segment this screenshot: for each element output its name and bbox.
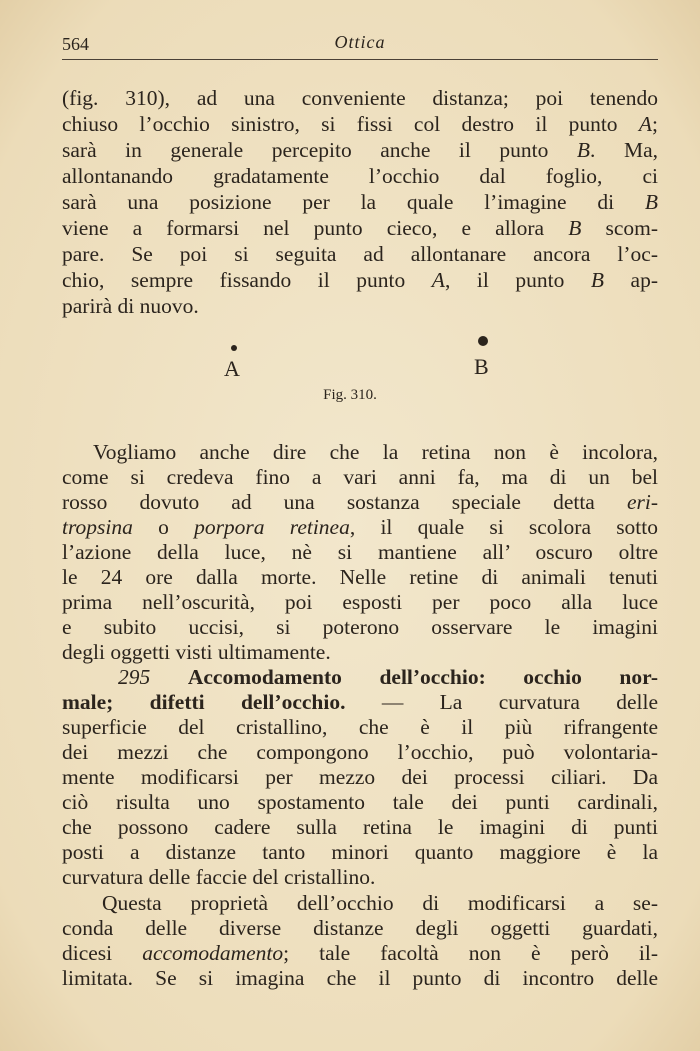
text-segment: rosso dovuto ad una sostanza speciale detta: [62, 490, 627, 514]
text-line: [62, 267, 658, 293]
text-line: [62, 764, 658, 790]
text-segment: porpora retinea: [194, 515, 350, 539]
text-segment: pare. Se poi si seguita ad allontanare ancora l’oc-: [62, 242, 658, 266]
text-segment: eri-: [626, 490, 658, 514]
page-header: [62, 30, 658, 60]
text-segment: degli oggetti visti ultimamente.: [62, 640, 331, 664]
text-segment: , il punto: [444, 268, 591, 292]
text-line: [62, 714, 658, 740]
text-segment: ap-: [604, 268, 659, 292]
text-line: [62, 293, 658, 319]
text-line: [62, 839, 658, 865]
text-segment: dicesi: [62, 941, 143, 965]
point-b-label: B: [474, 354, 489, 379]
point-a-dot: [231, 345, 237, 351]
text-line: [62, 564, 658, 590]
point-b-dot: [478, 336, 488, 346]
text-line: [62, 85, 658, 111]
text-line: [62, 489, 658, 515]
text-segment: chio, sempre fissando il punto: [62, 268, 432, 292]
text-segment: ciò risulta uno spostamento tale dei punti cardinali,: [62, 790, 658, 814]
text-segment: prima nell’oscurità, poi esposti per poco alla luce: [62, 590, 658, 614]
text-segment: (fig. 310), ad una conveniente distanza; poi tenendo: [62, 86, 658, 110]
text-segment: che possono cadere sulla retina le imagini di punti: [62, 815, 658, 839]
text-segment: parirà di nuovo.: [62, 294, 199, 318]
text-segment: posti a distanze tanto minori quanto maggiore è la: [62, 840, 658, 864]
text-line: [62, 789, 658, 815]
text-segment: dei mezzi che compongono l’occhio, può volontaria-: [62, 740, 658, 764]
text-segment: [150, 665, 188, 689]
text-segment: scom-: [581, 216, 659, 240]
text-segment: Vogliamo anche dire che la retina non è incolora,: [93, 440, 658, 464]
text-line: [93, 439, 658, 465]
text-line: [62, 111, 658, 137]
text-segment: viene a formarsi nel punto cieco, e allora: [62, 216, 569, 240]
text-segment: male; difetti dell’occhio.: [62, 690, 346, 714]
figure-caption: Fig. 310.: [323, 387, 377, 403]
text-line: [62, 464, 658, 490]
text-line: [62, 814, 658, 840]
text-line: [62, 639, 658, 665]
text-segment: curvatura delle faccie del cristallino.: [62, 865, 376, 889]
text-segment: A: [638, 112, 653, 136]
text-line: [62, 940, 658, 966]
text-segment: tropsina: [62, 515, 133, 539]
text-line: [62, 739, 658, 765]
text-segment: ; tale facoltà non è però il-: [283, 941, 658, 965]
text-segment: allontanando gradatamente l’occhio dal foglio, ci: [62, 164, 658, 188]
text-segment: superficie del cristallino, che è il più rifrangente: [62, 715, 658, 739]
text-segment: sarà una posizione per la quale l’imagine di: [62, 190, 645, 214]
text-line: [62, 514, 658, 540]
text-line: [62, 965, 658, 991]
text-line: [62, 137, 658, 163]
text-line: [102, 890, 658, 916]
text-line: [62, 614, 658, 640]
text-segment: come si credeva fino a vari anni fa, ma di un bel: [62, 465, 658, 489]
text-segment: le 24 ore dalla morte. Nelle retine di animali tenuti: [62, 565, 658, 589]
text-segment: sarà in generale percepito anche il punto: [62, 138, 577, 162]
text-line: [62, 689, 658, 715]
text-line: [62, 215, 658, 241]
text-segment: B: [590, 268, 605, 292]
text-segment: A: [431, 268, 445, 292]
page-number: 564: [62, 34, 89, 54]
text-line: [62, 864, 658, 890]
text-segment: limitata. Se si imagina che il punto di incontro delle: [62, 966, 658, 990]
text-line: [118, 664, 658, 690]
text-segment: mente modificarsi per mezzo dei processi ciliari. Da: [62, 765, 658, 789]
text-segment: . Ma,: [590, 138, 658, 162]
text-segment: o: [132, 515, 195, 539]
text-segment: Questa proprietà dell’occhio di modificarsi a se-: [102, 891, 658, 915]
text-segment: B: [568, 216, 582, 240]
text-segment: accomodamento: [142, 941, 284, 965]
text-segment: l’azione della luce, nè si mantiene all’ oscuro oltre: [62, 540, 658, 564]
text-segment: — La curvatura delle: [345, 690, 658, 714]
text-segment: ;: [652, 112, 658, 136]
text-line: [62, 241, 658, 267]
header-rule: [62, 59, 658, 60]
text-segment: conda delle diverse distanze degli oggetti guardati,: [62, 916, 658, 940]
text-line: [62, 915, 658, 941]
text-segment: e subito uccisi, si poterono osservare le imagini: [62, 615, 658, 639]
text-segment: B: [644, 190, 658, 214]
text-segment: B: [576, 138, 591, 162]
text-segment: , il quale si scolora sotto: [349, 515, 659, 539]
text-line: [62, 539, 658, 565]
text-segment: 295: [118, 665, 151, 689]
text-line: [62, 163, 658, 189]
running-title: Ottica: [334, 32, 386, 52]
text-line: [62, 189, 658, 215]
point-a-label: A: [224, 356, 240, 381]
text-segment: Accomodamento dell’occhio: occhio nor-: [187, 665, 658, 689]
text-line: [62, 589, 658, 615]
text-segment: chiuso l’occhio sinistro, si fissi col destro il punto: [62, 112, 639, 136]
